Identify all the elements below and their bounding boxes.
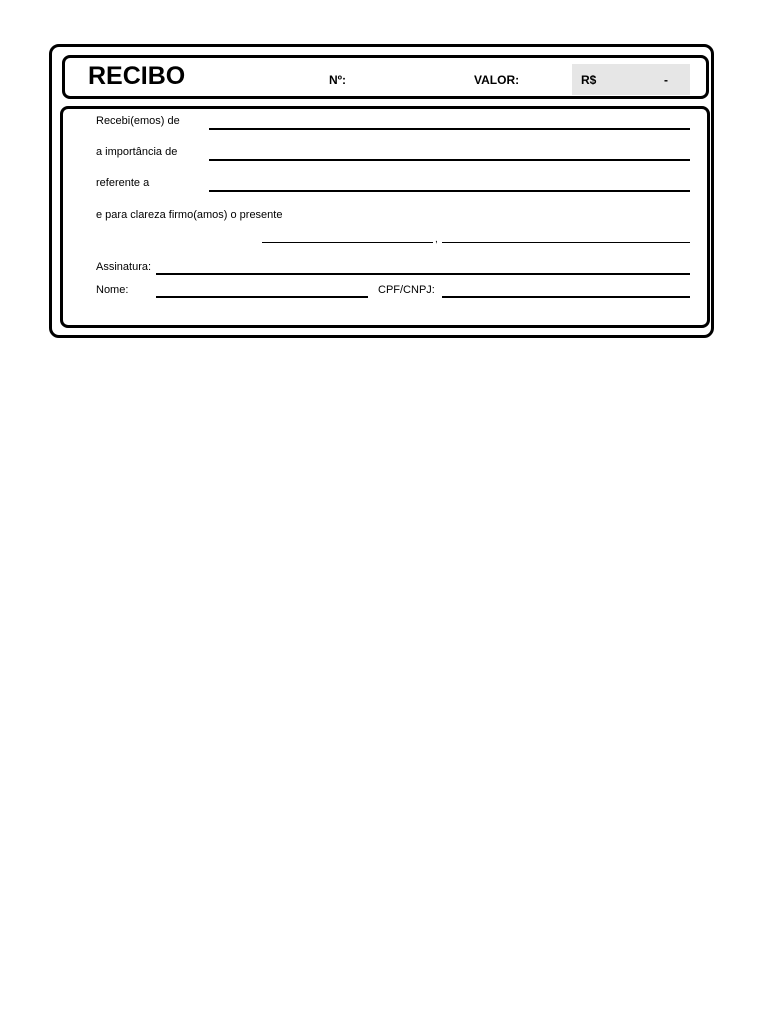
receipt-title: RECIBO [88, 62, 186, 90]
tax-id-line[interactable] [442, 296, 690, 298]
received-from-line[interactable] [209, 128, 690, 130]
amount-of-line[interactable] [209, 159, 690, 161]
currency-symbol: R$ [581, 73, 597, 87]
received-from-label: Recebi(emos) de [96, 115, 180, 127]
receipt-number-label: Nº: [329, 73, 347, 87]
receipt-value-label: VALOR: [474, 73, 520, 87]
referring-to-line[interactable] [209, 190, 690, 192]
place-date-separator: , [435, 234, 438, 245]
amount-of-label: a importância de [96, 146, 178, 158]
name-label: Nome: [96, 284, 129, 296]
clarity-statement-text: e para clareza firmo(amos) o presente [96, 209, 283, 221]
referring-to-label: referente a [96, 177, 150, 189]
signature-line[interactable] [156, 273, 690, 275]
receipt-value-amount: - [664, 73, 668, 87]
signature-label: Assinatura: [96, 261, 152, 273]
name-line[interactable] [156, 296, 368, 298]
tax-id-label: CPF/CNPJ: [378, 284, 435, 296]
date-line[interactable] [442, 242, 690, 243]
place-line[interactable] [262, 242, 433, 243]
